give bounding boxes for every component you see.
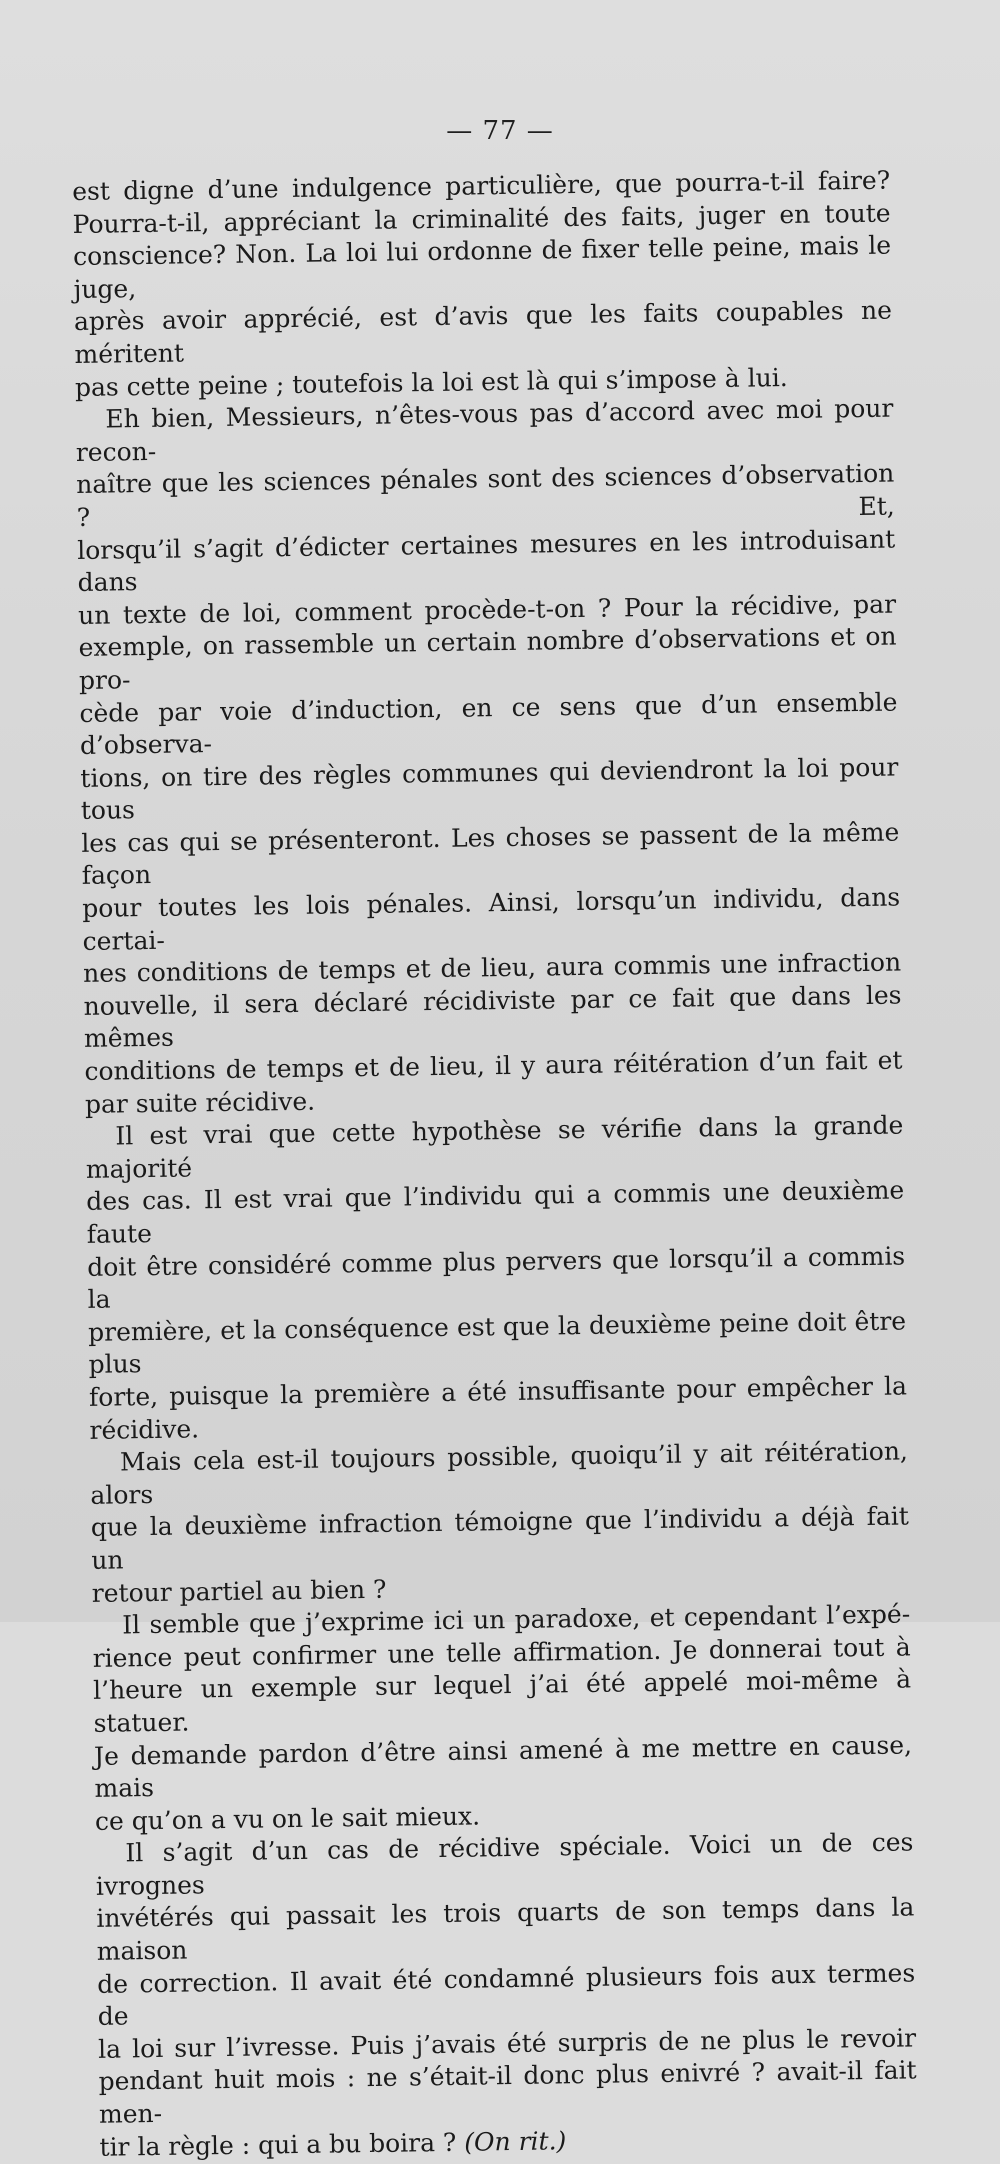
paragraph xyxy=(90,1436,910,1610)
page-number: — 77 — xyxy=(446,116,554,146)
text-line: Mais cela est-il toujours possible, quoiqu’il y ait réitération, alors xyxy=(90,1436,909,1510)
text-line: les cas qui se présenteront. Les choses se passent de la même façon xyxy=(81,817,900,891)
text-line: première, et la conséquence est que la deuxième peine doit être plus xyxy=(87,1306,907,1380)
text-line: exemple, on rassemble un certain nombre d’observations et on pro- xyxy=(78,621,897,695)
text-line: tions, on tire des règles communes qui deviendront la loi pour tous xyxy=(80,752,899,826)
text-line: la loi sur l’ivresse. Puis j’avais été surpris de ne plus le revoir xyxy=(97,2023,917,2064)
text-line: un texte de loi, comment procède-t-on ? Pour la récidive, par xyxy=(77,589,897,630)
text-line: nes conditions de temps et de lieu, aura commis une infraction xyxy=(82,947,902,989)
text-line: doit être considéré comme plus pervers que lorsqu’il a commis la xyxy=(87,1241,906,1315)
text-line: Je demande pardon d’être ainsi amené à me mettre en cause, mais xyxy=(93,1729,913,1803)
text-line: pendant huit mois : ne s’était-il donc plus enivré ? avait-il fait men- xyxy=(98,2055,917,2129)
text-line: lorsqu’il s’agit d’édicter certaines mesures en les introduisant dans xyxy=(77,524,896,598)
text-line: que la deuxième infraction témoigne que l’individu a déjà fait un xyxy=(90,1501,909,1575)
text-line: des cas. Il est vrai que l’individu qui a commis une deuxième faute xyxy=(86,1175,905,1249)
text-line: pour toutes les lois pénales. Ainsi, lorsqu’un individu, dans certai- xyxy=(82,882,901,956)
text-line: Pourra-t-il, appréciant la criminalité des faits, juger en toute xyxy=(72,198,891,239)
body-text xyxy=(72,165,918,2164)
text-line: retour partiel au bien ? xyxy=(91,1574,387,1608)
text-line: rience peut confirmer une telle affirmation. Je donnerai tout à xyxy=(92,1632,911,1673)
text-line: récidive. xyxy=(89,1413,200,1445)
paragraph xyxy=(85,1110,907,1447)
text-line: par suite récidive. xyxy=(84,1086,316,1119)
paragraph xyxy=(75,393,903,1121)
text-line: Il est vrai que cette hypothèse se vérifie dans la grande majorité xyxy=(85,1110,904,1184)
text-line: ce qu’on a vu on le sait mieux. xyxy=(94,1801,481,1836)
paragraph xyxy=(72,165,893,405)
text-line: Eh bien, Messieurs, n’êtes-vous pas d’accord avec moi pour recon- xyxy=(75,393,894,467)
stage-direction: (On rit.) xyxy=(464,2125,567,2157)
text-line: l’heure un exemple sur lequel j’ai été appelé moi-même à statuer. xyxy=(92,1664,912,1738)
text-line: cède par voie d’induction, en ce sens que d’un ensemble d’observa- xyxy=(79,687,898,761)
text-line: après avoir apprécié, est d’avis que les faits coupables ne méritent xyxy=(73,295,893,369)
text-line: invétérés qui passait les trois quarts de son temps dans la maison xyxy=(96,1892,915,1966)
paragraph xyxy=(92,1599,913,1839)
text-line: est digne d’une indulgence particulière, que pourra-t-il faire? xyxy=(72,165,891,206)
text-line: nouvelle, il sera déclaré récidiviste par ce fait que dans les mêmes xyxy=(83,980,902,1054)
text-line: naître que les sciences pénales sont des sciences d’observation ? Et, xyxy=(76,458,895,532)
text-line: de correction. Il avait été condamné plusieurs fois aux termes de xyxy=(97,1958,916,2032)
text-line: forte, puisque la première a été insuffisante pour empêcher la xyxy=(88,1371,908,1412)
text-line: tir la règle : qui a bu boira ? (On rit.) xyxy=(99,2125,567,2162)
text-line: pas cette peine ; toutefois la loi est là qui s’impose à lui. xyxy=(74,362,788,402)
text-line: conditions de temps et de lieu, il y aura réitération d’un fait et xyxy=(84,1045,903,1086)
text-line: conscience? Non. La loi lui ordonne de fixer telle peine, mais le juge, xyxy=(72,230,892,304)
paragraph xyxy=(95,1827,917,2164)
text-line: Il semble que j’exprime ici un paradoxe, et cependant l’expé- xyxy=(122,1599,911,1640)
text-line: Il s’agit d’un cas de récidive spéciale. Voici un de ces ivrognes xyxy=(95,1827,914,1901)
